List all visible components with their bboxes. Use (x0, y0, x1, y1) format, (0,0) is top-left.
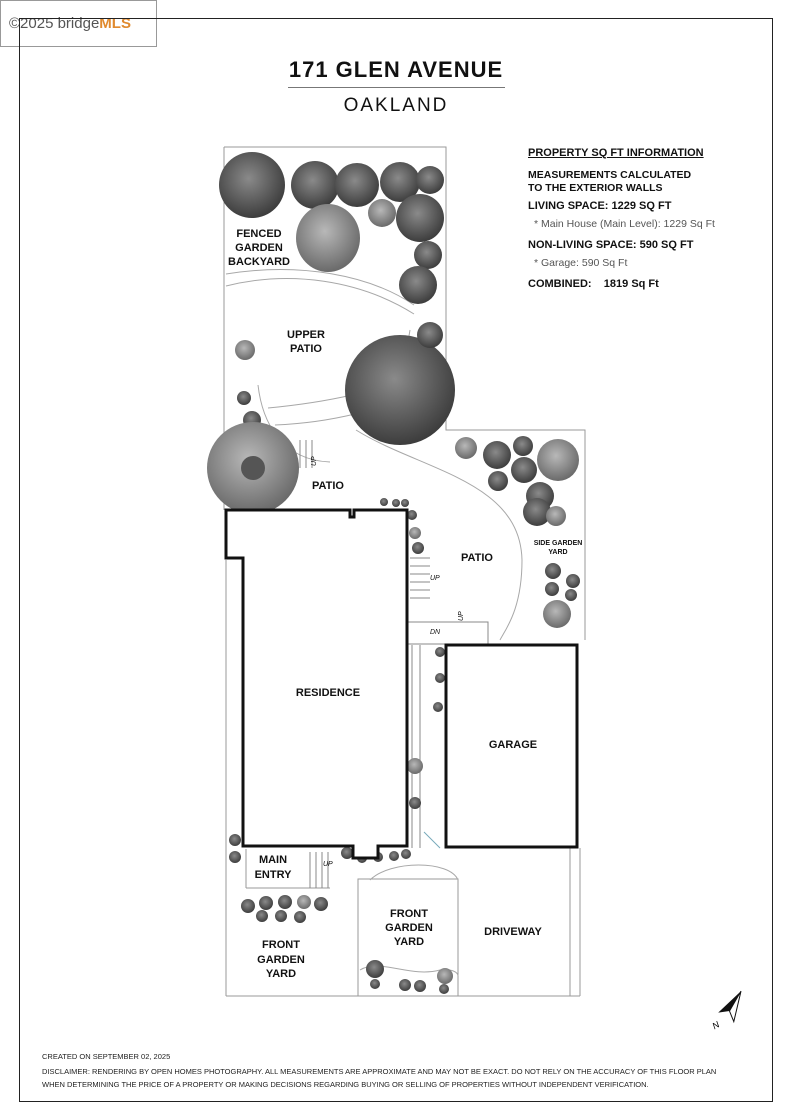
label-up-2: UP (430, 575, 440, 582)
disclaimer-line-1: DISCLAIMER: RENDERING BY OPEN HOMES PHOTOGRAPHY. ALL MEASUREMENTS ARE APPROXIMATE AND MAY NOT BE EXACT. DO NOT RELY ON THE ACCURACY OF THIS FLOOR PLAN (42, 1067, 717, 1076)
logo-brand: MLS (99, 15, 131, 32)
label-entry-2: ENTRY (254, 869, 292, 881)
disclaimer-line-2: WHEN DETERMINING THE PRICE OF A PROPERTY OR MAKING DECISIONS REGARDING BUYING OR SELLING OF PROPERTIES WITHOUT INDEPENDENT VERIFICATION. (42, 1080, 649, 1089)
label-residence: RESIDENCE (295, 687, 361, 699)
label-garage: GARAGE (488, 739, 538, 751)
buildings (226, 510, 577, 858)
label-patio-1: PATIO (312, 480, 344, 492)
label-upper-1: UPPER (287, 329, 325, 341)
north-arrow-icon (718, 987, 749, 1022)
label-front-garden-1: FRONT (390, 908, 428, 920)
label-patio-2: PATIO (461, 552, 493, 564)
combined-label: COMBINED: (528, 277, 592, 290)
label-up-4: UP (323, 861, 333, 868)
north-label: N (710, 1019, 722, 1032)
label-fenced-3: BACKYARD (228, 256, 290, 268)
info-note-2: TO THE EXTERIOR WALLS (528, 181, 663, 194)
label-side-2: YARD (548, 549, 568, 556)
nonliving-item: * Garage: 590 Sq Ft (534, 256, 628, 269)
label-fenced-1: FENCED (236, 228, 282, 240)
residence-outline (226, 510, 407, 858)
label-front-garden-3: YARD (393, 936, 425, 948)
logo-prefix: ©2025 bridge (9, 15, 100, 32)
door-swing (424, 832, 440, 848)
label-dn: DN (430, 629, 441, 636)
label-side-1: SIDE GARDEN (533, 540, 583, 547)
label-driveway: DRIVEWAY (484, 926, 542, 938)
label-entry-1: MAIN (258, 854, 288, 866)
label-front-3: YARD (265, 968, 297, 980)
combined-value: 1819 Sq Ft (603, 277, 659, 290)
created-date: CREATED ON SEPTEMBER 02, 2025 (42, 1052, 171, 1061)
nonliving-space: NON-LIVING SPACE: 590 SQ FT (528, 238, 694, 251)
label-front-2: GARDEN (257, 954, 305, 966)
living-item: * Main House (Main Level): 1229 Sq Ft (534, 217, 715, 230)
label-up-3: UP (458, 611, 465, 621)
living-space: LIVING SPACE: 1229 SQ FT (528, 200, 672, 212)
info-heading: PROPERTY SQ FT INFORMATION (528, 147, 704, 159)
city-title: OAKLAND (343, 95, 449, 116)
label-front-garden-2: GARDEN (385, 922, 433, 934)
address-title: 171 GLEN AVENUE (288, 57, 504, 82)
label-fenced-2: GARDEN (235, 242, 283, 254)
info-note: MEASUREMENTS CALCULATED (528, 168, 692, 181)
label-upper-2: PATIO (290, 343, 322, 355)
label-up-1: UP (311, 456, 318, 466)
label-front-1: FRONT (262, 939, 300, 951)
